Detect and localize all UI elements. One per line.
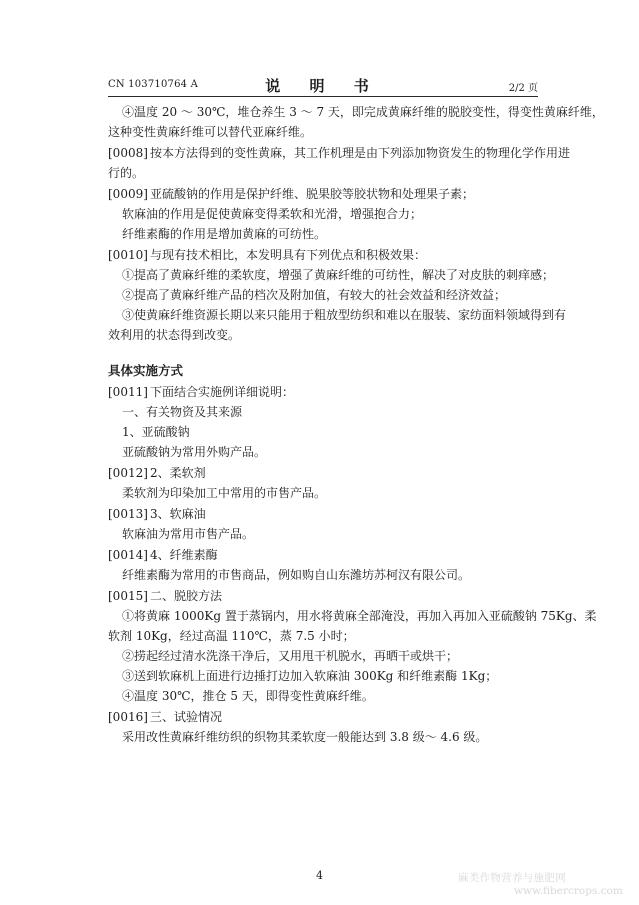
text-line: 柔软剂为印染加工中常用的市售产品。 (122, 486, 327, 500)
text-line: 效利用的状态得到改变。 (108, 328, 241, 342)
text-line: ①将黄麻 1000Kg 置于蒸锅内，用水将黄麻全部淹没，再加入再加入亚硫酸钠 75Kg、柔 (122, 609, 597, 623)
header-page-number: 2/2 页 (508, 83, 538, 94)
text-line: 软麻油的作用是促使黄麻变得柔软和光滑，增强抱合力； (122, 207, 423, 221)
watermark-url: www.fibercrops.com (514, 885, 623, 897)
text-line: 亚硫酸钠为常用外购产品。 (122, 445, 267, 459)
paragraph-number: [0008] (108, 146, 148, 160)
section-title: 具体实施方式 (108, 363, 184, 378)
text-line: 与现有技术相比，本发明具有下列优点和积极效果： (150, 248, 427, 262)
paragraph-number: [0014] (108, 548, 148, 562)
paragraph-number: [0012] (108, 466, 148, 480)
publication-number: CN 103710764 A (108, 79, 199, 90)
text-line: 一、有关物资及其来源 (122, 405, 243, 419)
text-line: 软麻油为常用市售产品。 (122, 527, 255, 541)
paragraph-number: [0009] (108, 187, 148, 201)
paragraph-number: [0010] (108, 248, 148, 262)
text-line: 亚硫酸钠的作用是保护纤维、脱果胶等胶状物和处理果子素； (150, 187, 475, 201)
text-line: ②捞起经过清水洗涤干净后，又用甩干机脱水，再晒干或烘干； (122, 649, 459, 663)
text-line: 1、亚硫酸钠 (122, 425, 190, 439)
document-title: 说 明 书 (265, 77, 381, 95)
paragraph-number: [0011] (108, 385, 148, 399)
text-line: 4、纤维素酶 (150, 548, 218, 562)
text-line: ③送到软麻机上面进行边捶打边加入软麻油 300Kg 和纤维素酶 1Kg； (122, 669, 498, 683)
text-line: 2、柔软剂 (150, 466, 206, 480)
text-line: 3、软麻油 (150, 507, 206, 521)
text-line: 纤维素酶的作用是增加黄麻的可纺性。 (122, 227, 327, 241)
text-line: 下面结合实施例详细说明： (150, 385, 295, 399)
paragraph-number: [0016] (108, 710, 148, 724)
text-line: ①提高了黄麻纤维的柔软度，增强了黄麻纤维的可纺性，解决了对皮肤的刺痒感； (122, 268, 555, 282)
paragraph-number: [0015] (108, 589, 148, 603)
header-rule (108, 96, 538, 97)
text-line: 行的。 (108, 166, 145, 180)
text-line: 三、试验情况 (150, 710, 223, 724)
text-line: ②提高了黄麻纤维产品的档次及附加值，有较大的社会效益和经济效益； (122, 288, 507, 302)
text-line: 二、脱胶方法 (150, 589, 223, 603)
text-line: ④温度 30℃，推仓 5 天，即得变性黄麻纤维。 (122, 689, 374, 703)
text-line: ③使黄麻纤维资源长期以来只能用于粗放型纺织和难以在服装、家纺面料领域得到有 (122, 308, 567, 322)
text-line: 软剂 10Kg，经过高温 110℃，蒸 7.5 小时； (108, 629, 355, 643)
text-line: 纤维素酶为常用的市售商品，例如购自山东潍坊苏柯汉有限公司。 (122, 568, 471, 582)
text-line: 这种变性黄麻纤维可以替代亚麻纤维。 (108, 125, 313, 139)
page-header (108, 75, 538, 95)
footer-page-number: 4 (316, 869, 323, 882)
watermark-text: 麻类作物营养与施肥网 (458, 872, 566, 884)
paragraph-number: [0013] (108, 507, 148, 521)
text-line: 采用改性黄麻纤维纺织的织物其柔软度一般能达到 3.8 级～ 4.6 级。 (122, 730, 488, 744)
text-line: 按本方法得到的变性黄麻，其工作机理是由下列添加物资发生的物理化学作用进 (150, 146, 571, 160)
text-line: ④温度 20 ～ 30℃，堆仓养生 3 ～ 7 天，即完成黄麻纤维的脱胶变性，得变性黄麻纤维， (122, 105, 604, 119)
